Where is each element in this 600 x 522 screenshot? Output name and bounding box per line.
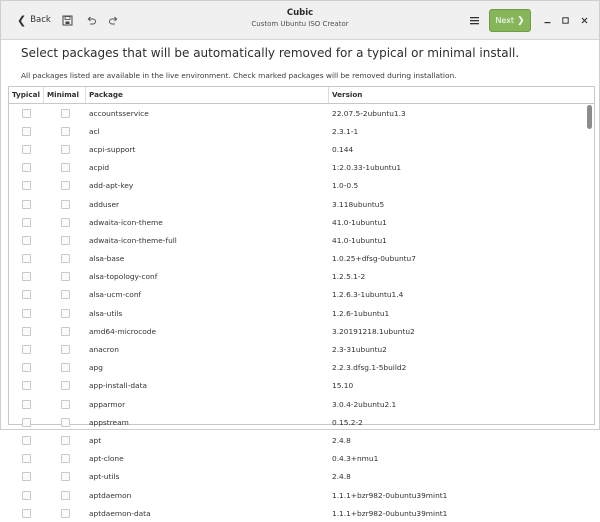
- package-name: appstream: [89, 417, 129, 427]
- minimal-checkbox[interactable]: [61, 200, 70, 209]
- table-row[interactable]: [9, 359, 594, 377]
- typical-checkbox[interactable]: [22, 272, 31, 281]
- package-version: 41.0-1ubuntu1: [332, 217, 387, 227]
- table-header: [9, 87, 594, 104]
- typical-checkbox[interactable]: [22, 491, 31, 500]
- minimal-checkbox[interactable]: [61, 145, 70, 154]
- typical-cell: [9, 327, 44, 336]
- chevron-right-icon: ❯: [517, 15, 525, 26]
- typical-checkbox[interactable]: [22, 309, 31, 318]
- package-name: anacron: [89, 345, 119, 355]
- table-row[interactable]: [9, 140, 594, 158]
- package-name: adwaita-icon-theme-full: [89, 235, 177, 245]
- package-name: acpid: [89, 163, 110, 173]
- minimal-checkbox[interactable]: [61, 254, 70, 263]
- package-version: 3.20191218.1ubuntu2: [332, 326, 415, 336]
- typical-cell: [9, 436, 44, 445]
- typical-cell: [9, 163, 44, 172]
- package-name: apparmor: [89, 399, 126, 409]
- package-version: 1.2.5.1-2: [332, 272, 366, 282]
- typical-checkbox[interactable]: [22, 236, 31, 245]
- next-button[interactable]: [489, 9, 531, 32]
- typical-checkbox[interactable]: [22, 436, 31, 445]
- minimal-cell: [44, 309, 86, 318]
- table-row[interactable]: [9, 450, 594, 468]
- typical-cell: [9, 363, 44, 372]
- package-name: alsa-utils: [89, 308, 123, 318]
- minimal-checkbox[interactable]: [61, 163, 70, 172]
- package-version: 2.3-31ubuntu2: [332, 345, 387, 355]
- minimal-checkbox[interactable]: [61, 472, 70, 481]
- minimal-cell: [44, 200, 86, 209]
- minimal-cell: [44, 145, 86, 154]
- typical-cell: [9, 236, 44, 245]
- typical-checkbox[interactable]: [22, 400, 31, 409]
- package-name: alsa-topology-conf: [89, 272, 158, 282]
- package-version: 1.0-0.5: [332, 181, 359, 191]
- table-row[interactable]: [9, 177, 594, 195]
- table-row[interactable]: [9, 504, 594, 522]
- package-version: 2.4.8: [332, 435, 351, 445]
- typical-checkbox[interactable]: [22, 254, 31, 263]
- minimal-cell: [44, 491, 86, 500]
- package-version: 1.1.1+bzr982-0ubuntu39mint1: [332, 490, 448, 500]
- minimize-button[interactable]: [540, 13, 554, 27]
- typical-checkbox[interactable]: [22, 200, 31, 209]
- table-row[interactable]: [9, 159, 594, 177]
- typical-checkbox[interactable]: [22, 127, 31, 136]
- close-button[interactable]: [577, 13, 591, 27]
- package-version: 1.0.25+dfsg-0ubuntu7: [332, 254, 416, 264]
- table-row[interactable]: [9, 122, 594, 140]
- table-row[interactable]: [9, 340, 594, 358]
- table-row[interactable]: [9, 195, 594, 213]
- typical-checkbox[interactable]: [22, 218, 31, 227]
- minimal-cell: [44, 109, 86, 118]
- package-name: apt-clone: [89, 454, 124, 464]
- chevron-left-icon: ❮: [17, 13, 27, 27]
- package-table: [8, 86, 595, 518]
- typical-checkbox[interactable]: [22, 418, 31, 427]
- package-name: accountsservice: [89, 108, 149, 118]
- menu-button[interactable]: [463, 8, 485, 32]
- table-row[interactable]: [9, 304, 594, 322]
- app-subtitle: Custom Ubuntu ISO Creator: [251, 20, 349, 28]
- minimal-checkbox[interactable]: [61, 272, 70, 281]
- column-header-minimal[interactable]: Minimal: [44, 87, 86, 103]
- column-header-typical[interactable]: Typical: [9, 87, 44, 103]
- typical-checkbox[interactable]: [22, 454, 31, 463]
- minimal-cell: [44, 290, 86, 299]
- minimal-cell: [44, 254, 86, 263]
- package-name: amd64-microcode: [89, 326, 157, 336]
- typical-checkbox[interactable]: [22, 163, 31, 172]
- typical-checkbox[interactable]: [22, 509, 31, 518]
- typical-cell: [9, 254, 44, 263]
- save-button[interactable]: [56, 8, 78, 32]
- package-version: 41.0-1ubuntu1: [332, 235, 387, 245]
- typical-checkbox[interactable]: [22, 363, 31, 372]
- minimal-checkbox[interactable]: [61, 236, 70, 245]
- package-version: 2.4.8: [332, 472, 351, 482]
- typical-cell: [9, 218, 44, 227]
- package-name: aptdaemon: [89, 490, 132, 500]
- table-row[interactable]: [9, 250, 594, 268]
- typical-checkbox[interactable]: [22, 472, 31, 481]
- minimal-cell: [44, 236, 86, 245]
- table-row[interactable]: [9, 286, 594, 304]
- minimal-checkbox[interactable]: [61, 491, 70, 500]
- minimize-icon: [543, 16, 552, 25]
- typical-checkbox[interactable]: [22, 381, 31, 390]
- typical-cell: [9, 109, 44, 118]
- package-version: 3.0.4-2ubuntu2.1: [332, 399, 397, 409]
- typical-cell: [9, 290, 44, 299]
- minimal-checkbox[interactable]: [61, 418, 70, 427]
- minimal-cell: [44, 345, 86, 354]
- minimal-checkbox[interactable]: [61, 454, 70, 463]
- minimal-cell: [44, 509, 86, 518]
- minimal-cell: [44, 181, 86, 190]
- package-version: 2.3.1-1: [332, 126, 359, 136]
- next-label: Next: [495, 16, 515, 25]
- typical-checkbox[interactable]: [22, 290, 31, 299]
- minimal-checkbox[interactable]: [61, 400, 70, 409]
- table-row[interactable]: [9, 322, 594, 340]
- redo-button[interactable]: [102, 8, 124, 32]
- table-row[interactable]: [9, 468, 594, 486]
- typical-cell: [9, 381, 44, 390]
- table-row[interactable]: [9, 377, 594, 395]
- minimal-checkbox[interactable]: [61, 181, 70, 190]
- page-heading: Select packages that will be automatically removed for a typical or minimal install.: [21, 46, 520, 60]
- table-row[interactable]: [9, 413, 594, 431]
- package-name: adwaita-icon-theme: [89, 217, 163, 227]
- minimal-checkbox[interactable]: [61, 327, 70, 336]
- table-row[interactable]: [9, 104, 594, 122]
- minimal-cell: [44, 418, 86, 427]
- typical-checkbox[interactable]: [22, 327, 31, 336]
- minimal-checkbox[interactable]: [61, 109, 70, 118]
- minimal-checkbox[interactable]: [61, 363, 70, 372]
- undo-button[interactable]: [80, 8, 102, 32]
- vertical-scrollbar[interactable]: [587, 105, 592, 129]
- minimal-cell: [44, 472, 86, 481]
- minimal-cell: [44, 436, 86, 445]
- save-icon: [62, 15, 73, 26]
- table-row[interactable]: [9, 268, 594, 286]
- typical-checkbox[interactable]: [22, 345, 31, 354]
- typical-cell: [9, 272, 44, 281]
- package-name: alsa-base: [89, 254, 125, 264]
- package-name: acpi-support: [89, 144, 136, 154]
- app-title: Cubic: [286, 8, 314, 18]
- package-version: 1.2.6-1ubuntu1: [332, 308, 390, 318]
- package-version: 0.15.2-2: [332, 417, 363, 427]
- package-name: apt: [89, 435, 102, 445]
- typical-cell: [9, 454, 44, 463]
- typical-checkbox[interactable]: [22, 181, 31, 190]
- typical-cell: [9, 400, 44, 409]
- package-version: 0.144: [332, 144, 354, 154]
- table-row[interactable]: [9, 231, 594, 249]
- typical-cell: [9, 491, 44, 500]
- back-button[interactable]: [13, 8, 55, 32]
- typical-cell: [9, 472, 44, 481]
- column-header-version[interactable]: Version: [332, 90, 363, 99]
- maximize-button[interactable]: [558, 13, 572, 27]
- package-name: acl: [89, 126, 100, 136]
- column-header-package[interactable]: Package: [86, 87, 329, 103]
- redo-icon: [108, 15, 119, 26]
- minimal-cell: [44, 163, 86, 172]
- package-version: 1:2.0.33-1ubuntu1: [332, 163, 402, 173]
- typical-checkbox[interactable]: [22, 145, 31, 154]
- minimal-checkbox[interactable]: [61, 345, 70, 354]
- minimal-cell: [44, 400, 86, 409]
- typical-cell: [9, 345, 44, 354]
- hamburger-menu-icon: [469, 15, 480, 26]
- package-name: alsa-ucm-conf: [89, 290, 142, 300]
- table-body: [9, 104, 594, 522]
- table-row[interactable]: [9, 486, 594, 504]
- typical-cell: [9, 418, 44, 427]
- minimal-checkbox[interactable]: [61, 290, 70, 299]
- package-version: 15.10: [332, 381, 354, 391]
- minimal-checkbox[interactable]: [61, 309, 70, 318]
- package-name: apg: [89, 363, 103, 373]
- typical-cell: [9, 127, 44, 136]
- package-name: app-install-data: [89, 381, 148, 391]
- minimal-checkbox[interactable]: [61, 509, 70, 518]
- minimal-cell: [44, 327, 86, 336]
- typical-cell: [9, 145, 44, 154]
- minimal-checkbox[interactable]: [61, 218, 70, 227]
- typical-cell: [9, 181, 44, 190]
- typical-cell: [9, 200, 44, 209]
- minimal-checkbox[interactable]: [61, 436, 70, 445]
- minimal-cell: [44, 127, 86, 136]
- minimal-cell: [44, 381, 86, 390]
- package-version: 3.118ubuntu5: [332, 199, 385, 209]
- package-name: aptdaemon-data: [89, 508, 151, 518]
- minimal-cell: [44, 218, 86, 227]
- maximize-icon: [561, 16, 570, 25]
- typical-cell: [9, 509, 44, 518]
- package-name: add-apt-key: [89, 181, 134, 191]
- minimal-cell: [44, 454, 86, 463]
- minimal-cell: [44, 272, 86, 281]
- table-row[interactable]: [9, 395, 594, 413]
- close-icon: [580, 16, 589, 25]
- table-row[interactable]: [9, 431, 594, 449]
- package-name: apt-utils: [89, 472, 120, 482]
- package-version: 1.1.1+bzr982-0ubuntu39mint1: [332, 508, 448, 518]
- header-bar: [1, 1, 599, 40]
- minimal-cell: [44, 363, 86, 372]
- minimal-checkbox[interactable]: [61, 127, 70, 136]
- typical-checkbox[interactable]: [22, 109, 31, 118]
- table-row[interactable]: [9, 213, 594, 231]
- back-label: Back: [30, 15, 51, 25]
- page-note: All packages listed are available in the live environment. Check marked packages will be removed during installation.: [21, 71, 457, 80]
- package-version: 1.2.6.3-1ubuntu1.4: [332, 290, 404, 300]
- package-version: 2.2.3.dfsg.1-5build2: [332, 363, 407, 373]
- minimal-checkbox[interactable]: [61, 381, 70, 390]
- package-version: 22.07.5-2ubuntu1.3: [332, 108, 406, 118]
- typical-cell: [9, 309, 44, 318]
- package-version: 0.4.3+nmu1: [332, 454, 379, 464]
- undo-icon: [86, 15, 97, 26]
- package-name: adduser: [89, 199, 120, 209]
